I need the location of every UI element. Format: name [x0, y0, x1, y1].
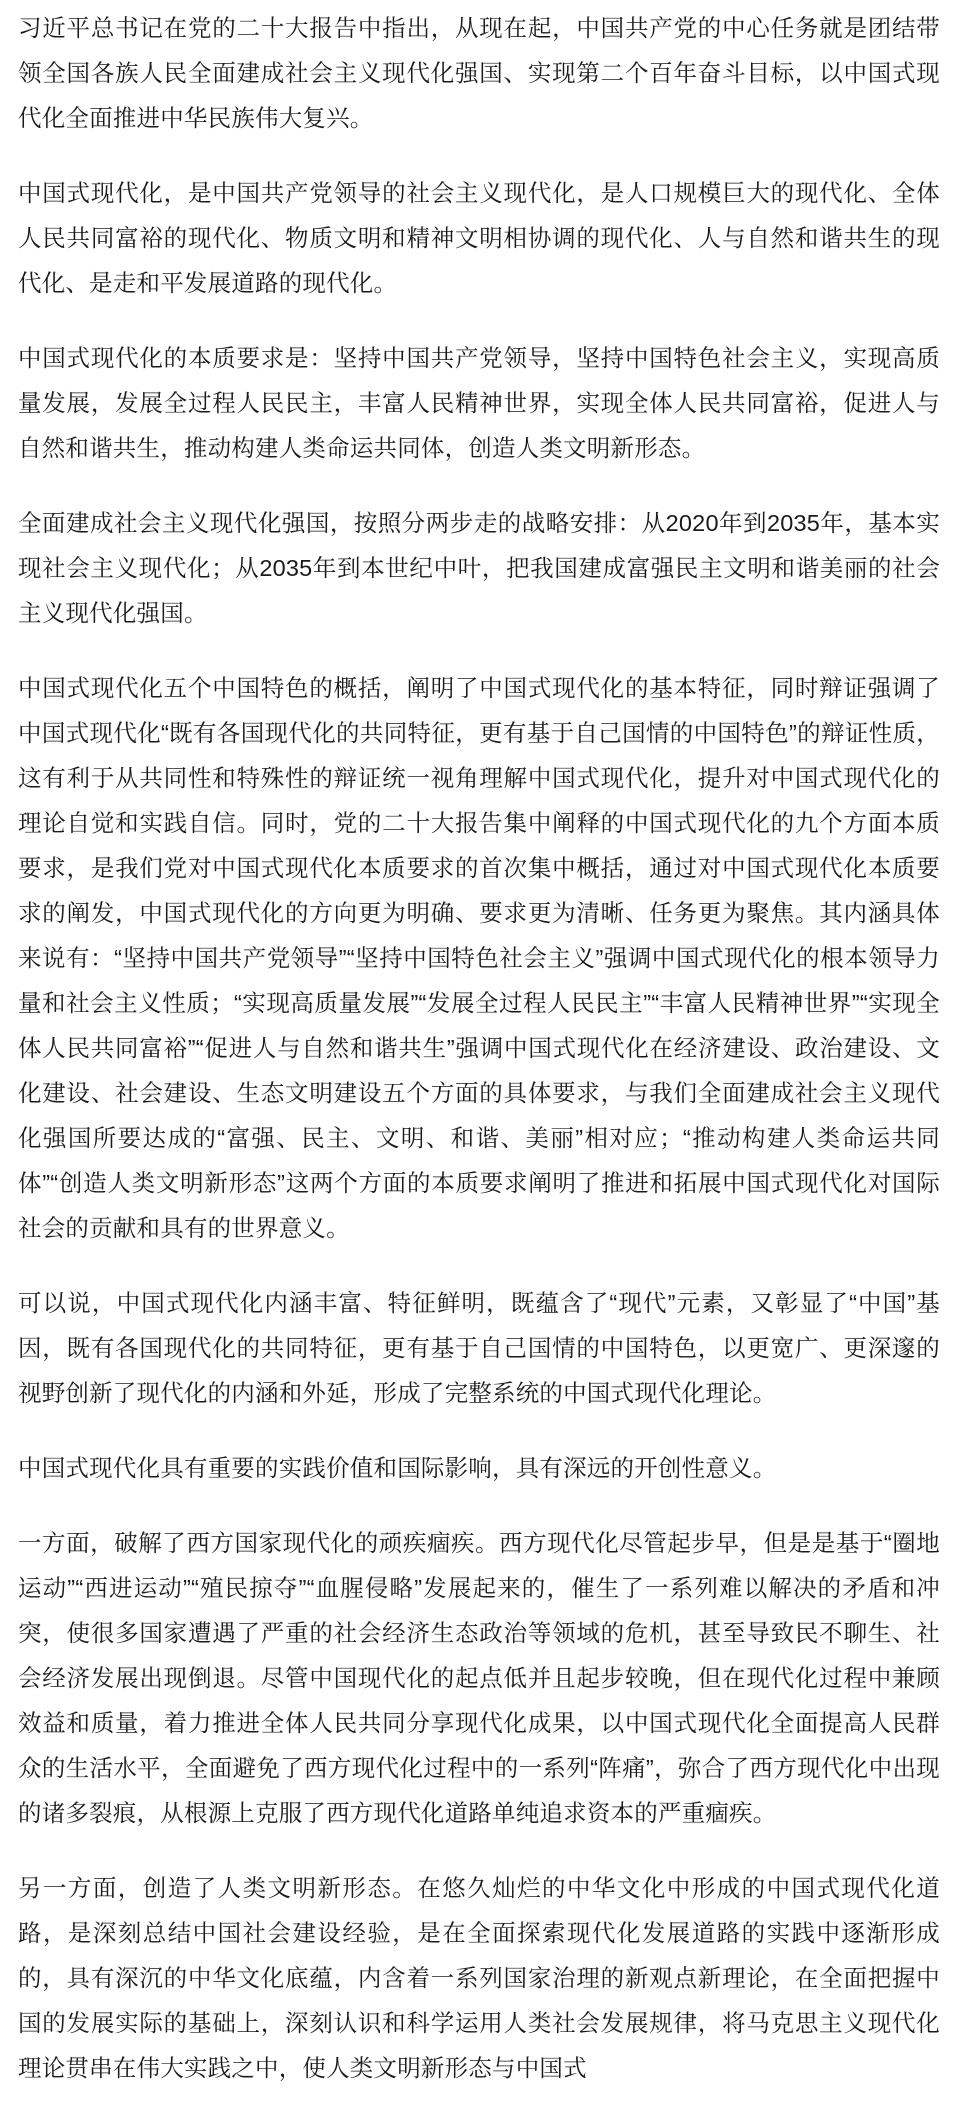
paragraph: 可以说，中国式现代化内涵丰富、特征鲜明，既蕴含了“现代”元素，又彰显了“中国”基因，既有各国现代化的共同特征，更有基于自己国情的中国特色，以更宽广、更深邃的视野创新了现代化的内涵和外延，形成了完整系统的中国式现代化理论。	[18, 1290, 940, 1406]
paragraph: 中国式现代化具有重要的实践价值和国际影响，具有深远的开创性意义。	[18, 1455, 777, 1481]
paragraph: 一方面，破解了西方国家现代化的顽疾痼疾。西方现代化尽管起步早，但是是基于“圈地运动”“西进运动”“殖民掠夺”“血腥侵略”发展起来的，催生了一系列难以解决的矛盾和冲突，使很多国家遭遇了严重的社会经济生态政治等领域的危机，甚至导致民不聊生、社会经济发展出现倒退。尽管中国现代化的起点低并且起步较晚，但在现代化过程中兼顾效益和质量，着力推进全体人民共同分享现代化成果，以中国式现代化全面提高人民群众的生活水平，全面避免了西方现代化过程中的一系列“阵痛”，弥合了西方现代化中出现的诸多裂痕，从根源上克服了西方现代化道路单纯追求资本的严重痼疾。	[18, 1530, 940, 1826]
paragraph: 另一方面，创造了人类文明新形态。在悠久灿烂的中华文化中形成的中国式现代化道路，是深刻总结中国社会建设经验，是在全面探索现代化发展道路的实践中逐渐形成的，具有深沉的中华文化底蕴，内含着一系列国家治理的新观点新理论，在全面把握中国的发展实际的基础上，深刻认识和科学运用人类社会发展规律，将马克思主义现代化理论贯串在伟大实践之中，使人类文明新形态与中国式	[18, 1875, 940, 2081]
paragraph: 习近平总书记在党的二十大报告中指出，从现在起，中国共产党的中心任务就是团结带领全国各族人民全面建成社会主义现代化强国、实现第二个百年奋斗目标，以中国式现代化全面推进中华民族伟大复兴。	[18, 15, 940, 131]
paragraph: 中国式现代化五个中国特色的概括，阐明了中国式现代化的基本特征，同时辩证强调了中国式现代化“既有各国现代化的共同特征，更有基于自己国情的中国特色”的辩证性质，这有利于从共同性和特殊性的辩证统一视角理解中国式现代化，提升对中国式现代化的理论自觉和实践自信。同时，党的二十大报告集中阐释的中国式现代化的九个方面本质要求，是我们党对中国式现代化本质要求的首次集中概括，通过对中国式现代化本质要求的阐发，中国式现代化的方向更为明确、要求更为清晰、任务更为聚焦。其内涵具体来说有：“坚持中国共产党领导”“坚持中国特色社会主义”强调中国式现代化的根本领导力量和社会主义性质；“实现高质量发展”“发展全过程人民民主”“丰富人民精神世界”“实现全体人民共同富裕”“促进人与自然和谐共生”强调中国式现代化在经济建设、政治建设、文化建设、社会建设、生态文明建设五个方面的具体要求，与我们全面建成社会主义现代化强国所要达成的“富强、民主、文明、和谐、美丽”相对应；“推动构建人类命运共同体”“创造人类文明新形态”这两个方面的本质要求阐明了推进和拓展中国式现代化对国际社会的贡献和具有的世界意义。	[18, 675, 940, 1241]
paragraph: 中国式现代化的本质要求是：坚持中国共产党领导，坚持中国特色社会主义，实现高质量发展，发展全过程人民民主，丰富人民精神世界，实现全体人民共同富裕，促进人与自然和谐共生，推动构建人类命运共同体，创造人类文明新形态。	[18, 345, 940, 461]
paragraph: 全面建成社会主义现代化强国，按照分两步走的战略安排：从2020年到2035年，基本实现社会主义现代化；从2035年到本世纪中叶，把我国建成富强民主文明和谐美丽的社会主义现代化强国。	[18, 510, 940, 626]
paragraph: 中国式现代化，是中国共产党领导的社会主义现代化，是人口规模巨大的现代化、全体人民共同富裕的现代化、物质文明和精神文明相协调的现代化、人与自然和谐共生的现代化、是走和平发展道路的现代化。	[18, 180, 940, 296]
